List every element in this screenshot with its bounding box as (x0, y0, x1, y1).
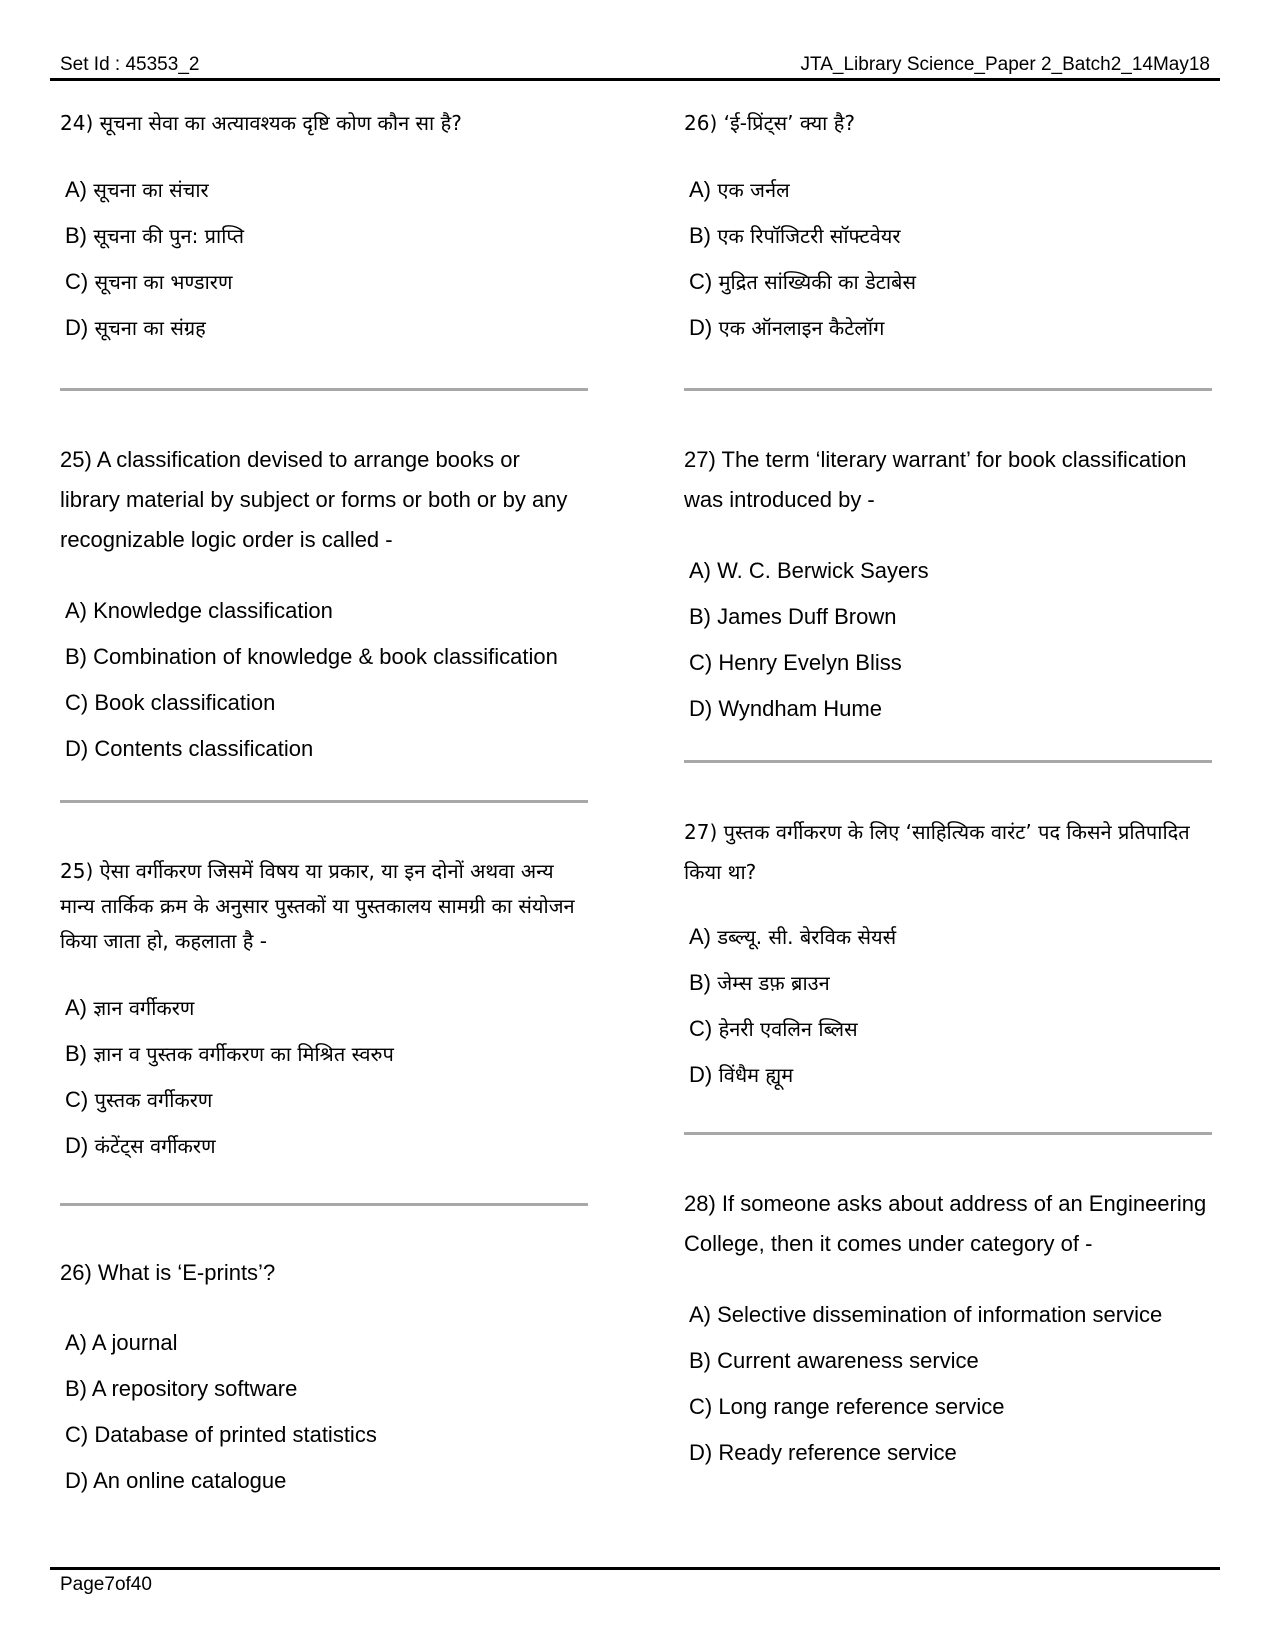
option-letter: C) (689, 269, 713, 294)
option-text: जेम्स डफ़ ब्राउन (717, 971, 830, 995)
option-c (65, 259, 570, 305)
option-b (689, 594, 1219, 640)
option-text: सूचना की पुन: प्राप्ति (93, 224, 244, 248)
option-a (689, 1292, 1214, 1338)
option-a (689, 167, 1214, 213)
option-text: हेनरी एवलिन ब्लिस (718, 1017, 858, 1041)
option-text: ज्ञान वर्गीकरण (93, 996, 195, 1020)
question-divider (60, 800, 588, 803)
option-d (689, 1052, 1214, 1098)
option-letter: D) (65, 315, 89, 340)
option-d (65, 1458, 570, 1504)
option-a (65, 167, 570, 213)
option-text: Selective dissemination of information service (717, 1302, 1163, 1327)
question-text: 26) ‘ई-प्रिंट्स’ क्या है? (684, 111, 855, 135)
options-list (684, 914, 1214, 1098)
option-d (689, 305, 1214, 351)
option-letter: A) (689, 558, 711, 583)
footer-rule (50, 1567, 1220, 1570)
option-text: An online catalogue (93, 1468, 287, 1493)
page-number: Page7of40 (60, 1574, 152, 1595)
set-id: Set Id : 45353_2 (60, 54, 200, 75)
option-letter: A) (65, 598, 87, 623)
option-letter: C) (65, 269, 89, 294)
options-list (60, 588, 570, 772)
option-letter: C) (689, 1016, 713, 1041)
question-divider (684, 1132, 1212, 1135)
question-text: 25) ऐसा वर्गीकरण जिसमें विषय या प्रकार, या इन दोनों अथवा अन्य मान्य तार्किक क्रम के अनुसार पुस्तकों या पुस्तकालय सामग्री का संयोजन किया जाता हो, कहलाता है - (60, 859, 575, 953)
option-letter: A) (689, 177, 711, 202)
option-letter: B) (65, 1041, 87, 1066)
option-d (65, 305, 570, 351)
option-text: कंटेंट्स वर्गीकरण (94, 1134, 216, 1158)
question-text: 24) सूचना सेवा का अत्यावश्यक दृष्टि कोण कौन सा है? (60, 111, 462, 135)
option-text: ज्ञान व पुस्तक वर्गीकरण का मिश्रित स्वरुप (93, 1042, 394, 1066)
option-text: Book classification (94, 690, 276, 715)
option-letter: B) (65, 644, 87, 669)
question-25-english (60, 440, 570, 772)
option-letter: B) (689, 1348, 711, 1373)
option-d (689, 1430, 1214, 1476)
question-text: 26) What is ‘E-prints’? (60, 1260, 276, 1285)
option-letter: D) (689, 696, 713, 721)
option-text: सूचना का भण्डारण (94, 270, 233, 294)
option-a (689, 548, 1219, 594)
option-letter: C) (689, 650, 713, 675)
options-list (684, 548, 1219, 732)
option-b (689, 213, 1214, 259)
option-letter: D) (65, 736, 89, 761)
option-c (65, 1412, 570, 1458)
option-letter: B) (65, 223, 87, 248)
option-text: Combination of knowledge & book classification (93, 644, 558, 669)
option-d (689, 686, 1219, 732)
option-text: Database of printed statistics (94, 1422, 377, 1447)
option-text: A journal (91, 1330, 178, 1355)
question-27-english (684, 440, 1219, 732)
option-letter: B) (65, 1376, 87, 1401)
option-letter: D) (65, 1133, 89, 1158)
option-letter: C) (65, 690, 89, 715)
options-list (60, 1320, 570, 1504)
option-a (65, 1320, 570, 1366)
option-text: Wyndham Hume (718, 696, 882, 721)
option-d (65, 1123, 575, 1169)
option-text: W. C. Berwick Sayers (717, 558, 929, 583)
option-c (65, 1077, 575, 1123)
option-letter: D) (689, 1062, 713, 1087)
option-a (65, 985, 575, 1031)
option-letter: A) (689, 924, 711, 949)
option-text: A repository software (91, 1376, 298, 1401)
options-list (60, 985, 575, 1169)
option-b (65, 1366, 570, 1412)
option-text: मुद्रित सांख्यिकी का डेटाबेस (718, 270, 916, 294)
question-divider (60, 388, 588, 391)
option-a (689, 914, 1214, 960)
option-letter: B) (689, 223, 711, 248)
option-text: Contents classification (94, 736, 314, 761)
option-c (689, 640, 1219, 686)
question-28-english (684, 1184, 1214, 1476)
option-b (689, 960, 1214, 1006)
option-text: एक रिपॉजिटरी सॉफ्टवेयर (717, 224, 901, 248)
option-c (65, 680, 570, 726)
question-27-hindi (684, 812, 1214, 1098)
option-letter: D) (65, 1468, 89, 1493)
option-text: विंधैम ह्यूम (718, 1063, 794, 1087)
option-letter: C) (65, 1422, 89, 1447)
question-26-english (60, 1253, 570, 1504)
options-list (684, 167, 1214, 351)
option-letter: D) (689, 315, 713, 340)
question-24-hindi (60, 103, 570, 351)
question-text: 27) The term ‘literary warrant’ for book classification was introduced by - (684, 447, 1187, 512)
option-d (65, 726, 570, 772)
option-c (689, 1384, 1214, 1430)
option-text: Ready reference service (718, 1440, 957, 1465)
option-text: एक ऑनलाइन कैटेलॉग (718, 316, 885, 340)
option-text: Knowledge classification (93, 598, 333, 623)
question-text: 27) पुस्तक वर्गीकरण के लिए ‘साहित्यिक वारंट’ पद किसने प्रतिपादित किया था? (684, 820, 1190, 884)
document-code: JTA_Library Science_Paper 2_Batch2_14May18 (800, 54, 1210, 75)
options-list (60, 167, 570, 351)
option-letter: A) (65, 995, 87, 1020)
page-header (50, 0, 1220, 81)
option-letter: D) (689, 1440, 713, 1465)
question-divider (60, 1203, 588, 1206)
option-letter: B) (689, 970, 711, 995)
option-text: Long range reference service (718, 1394, 1005, 1419)
option-text: एक जर्नल (717, 178, 790, 202)
option-b (65, 634, 570, 680)
option-text: पुस्तक वर्गीकरण (94, 1088, 213, 1112)
option-a (65, 588, 570, 634)
option-text: सूचना का संग्रह (94, 316, 206, 340)
option-b (689, 1338, 1214, 1384)
question-26-hindi (684, 103, 1214, 351)
option-letter: C) (65, 1087, 89, 1112)
option-text: Current awareness service (717, 1348, 979, 1373)
options-list (684, 1292, 1214, 1476)
question-divider (684, 760, 1212, 763)
question-25-hindi (60, 854, 575, 1169)
option-letter: C) (689, 1394, 713, 1419)
option-letter: A) (65, 1330, 87, 1355)
option-b (65, 1031, 575, 1077)
option-text: Henry Evelyn Bliss (718, 650, 902, 675)
question-divider (684, 388, 1212, 391)
question-text: 28) If someone asks about address of an Engineering College, then it comes under category of - (684, 1191, 1207, 1256)
option-letter: A) (65, 177, 87, 202)
question-text: 25) A classification devised to arrange books or library material by subject or forms or both or by any recognizable logic order is called - (60, 447, 568, 552)
option-c (689, 259, 1214, 305)
option-letter: A) (689, 1302, 711, 1327)
option-text: सूचना का संचार (93, 178, 209, 202)
option-c (689, 1006, 1214, 1052)
option-text: डब्ल्यू. सी. बेरविक सेयर्स (717, 925, 897, 949)
option-b (65, 213, 570, 259)
option-text: James Duff Brown (717, 604, 897, 629)
option-letter: B) (689, 604, 711, 629)
